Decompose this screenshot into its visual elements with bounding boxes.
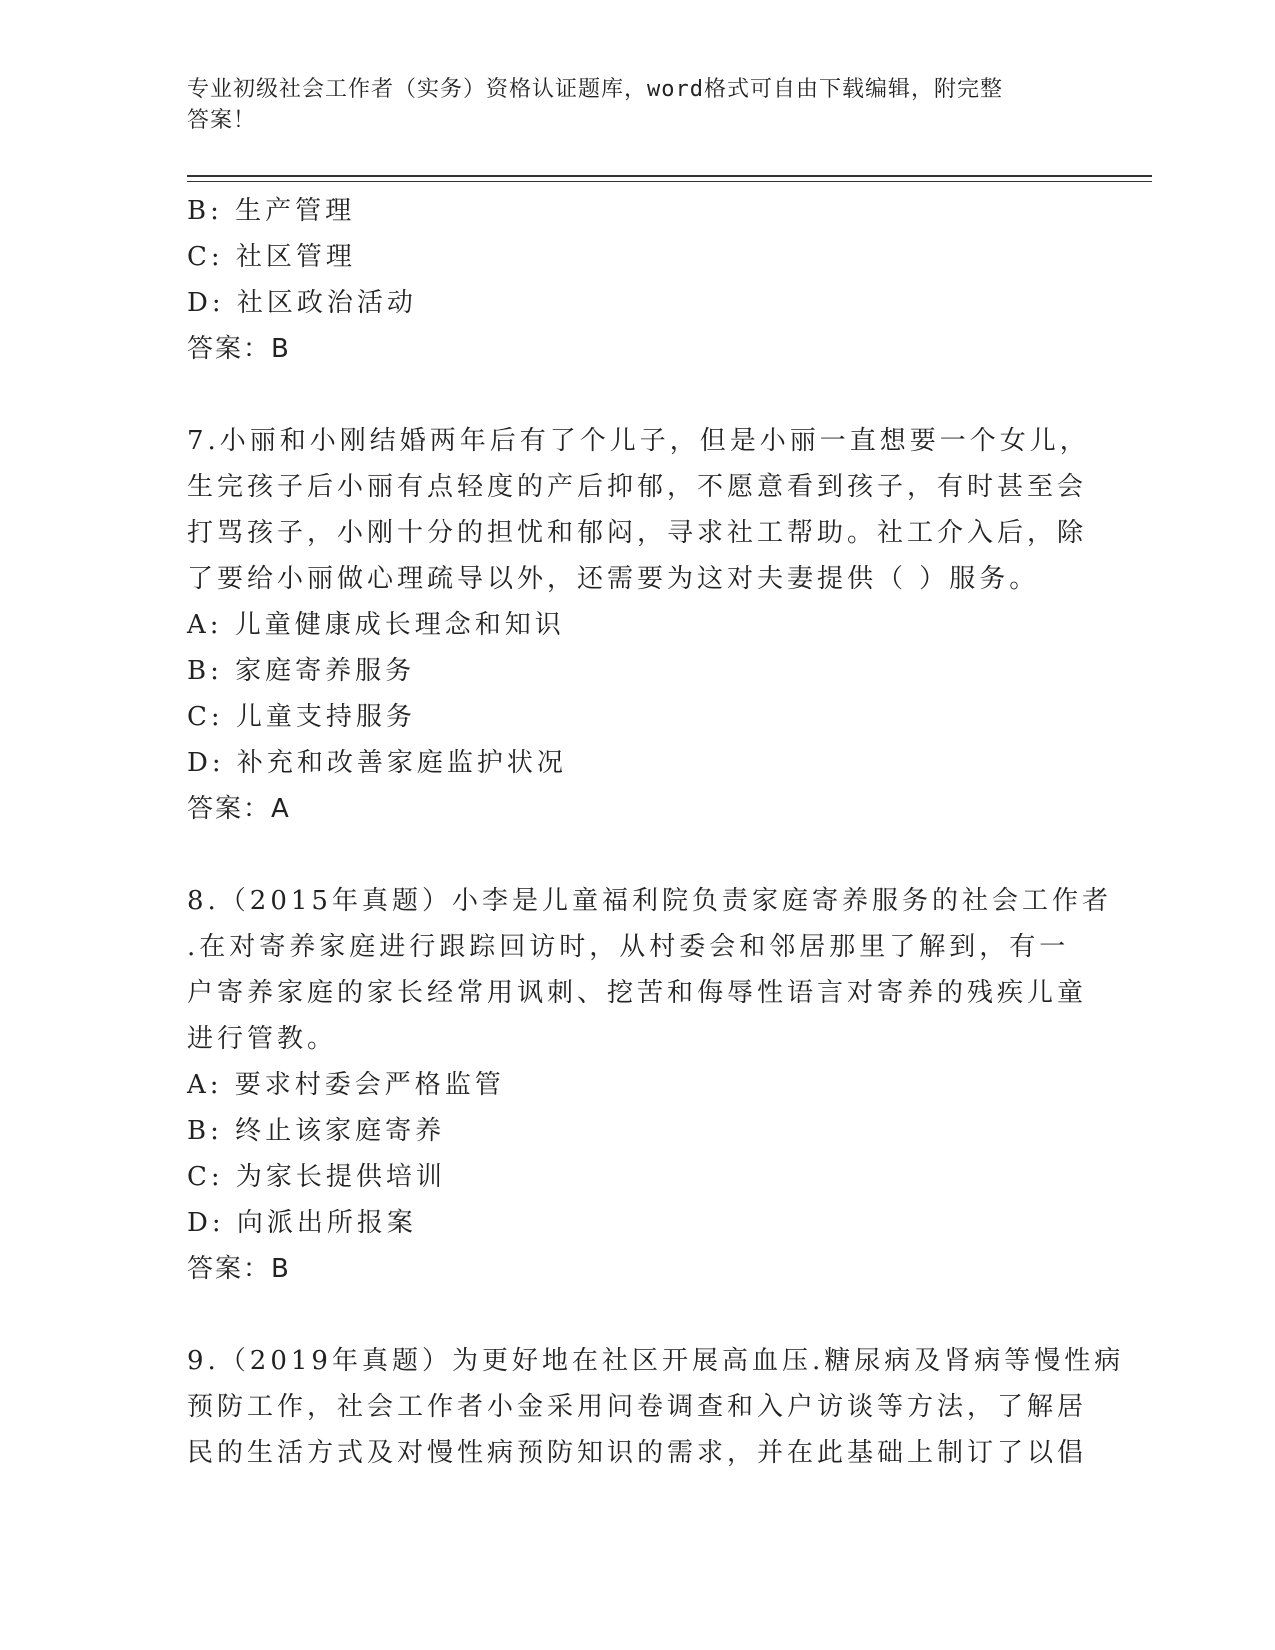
header-line-2: 答案！ xyxy=(187,108,257,133)
question-text-line: 9.（2019年真题）为更好地在社区开展高血压.糖尿病及肾病等慢性病 xyxy=(187,1346,1125,1376)
option-b: B: 终止该家庭寄养 xyxy=(187,1116,446,1146)
option-c: C: 社区管理 xyxy=(187,242,356,272)
question-8 xyxy=(187,878,1112,1292)
document-header xyxy=(187,74,1077,136)
question-text-line: 户寄养家庭的家长经常用讽刺、挖苦和侮辱性语言对寄养的残疾儿童 xyxy=(187,978,1088,1008)
option-b: B: 家庭寄养服务 xyxy=(187,656,416,686)
question-text-line: 进行管教。 xyxy=(187,1024,338,1054)
answer-line: 答案：A xyxy=(187,794,291,824)
question-text-line: 民的生活方式及对慢性病预防知识的需求，并在此基础上制订了以倡 xyxy=(187,1438,1088,1468)
option-c: C: 为家长提供培训 xyxy=(187,1162,446,1192)
option-a: A: 儿童健康成长理念和知识 xyxy=(187,610,565,640)
question-text-line: 预防工作，社会工作者小金采用问卷调查和入户访谈等方法，了解居 xyxy=(187,1392,1088,1422)
option-d: D: 社区政治活动 xyxy=(187,288,417,318)
question-text-line: 了要给小丽做心理疏导以外，还需要为这对夫妻提供（ ）服务。 xyxy=(187,564,1040,594)
question-9 xyxy=(187,1338,1125,1476)
question-text-line: 打骂孩子，小刚十分的担忧和郁闷，寻求社工帮助。社工介入后，除 xyxy=(187,518,1088,548)
question-text-line: 生完孩子后小丽有点轻度的产后抑郁，不愿意看到孩子，有时甚至会 xyxy=(187,472,1088,502)
spacer xyxy=(187,1292,1087,1338)
header-rule-thin xyxy=(187,181,1152,182)
header-rule-thick xyxy=(187,175,1152,177)
header-line-1: 专业初级社会工作者（实务）资格认证题库，word格式可自由下载编辑，附完整 xyxy=(187,77,1003,102)
option-d: D: 补充和改善家庭监护状况 xyxy=(187,748,567,778)
option-c: C: 儿童支持服务 xyxy=(187,702,416,732)
option-a: A: 要求村委会严格监管 xyxy=(187,1070,505,1100)
answer-line: 答案：B xyxy=(187,1254,291,1284)
question-content xyxy=(187,188,1125,1476)
spacer xyxy=(187,372,1087,418)
option-d: D: 向派出所报案 xyxy=(187,1208,417,1238)
answer-line: 答案：B xyxy=(187,334,291,364)
option-b: B: 生产管理 xyxy=(187,196,356,226)
question-text-line: .在对寄养家庭进行跟踪回访时，从村委会和邻居那里了解到，有一 xyxy=(187,932,1070,962)
question-text-line: 8.（2015年真题）小李是儿童福利院负责家庭寄养服务的社会工作者 xyxy=(187,886,1112,916)
spacer xyxy=(187,832,1087,878)
question-7 xyxy=(187,418,1090,832)
question-text-line: 7.小丽和小刚结婚两年后有了个儿子，但是小丽一直想要一个女儿， xyxy=(187,426,1090,456)
